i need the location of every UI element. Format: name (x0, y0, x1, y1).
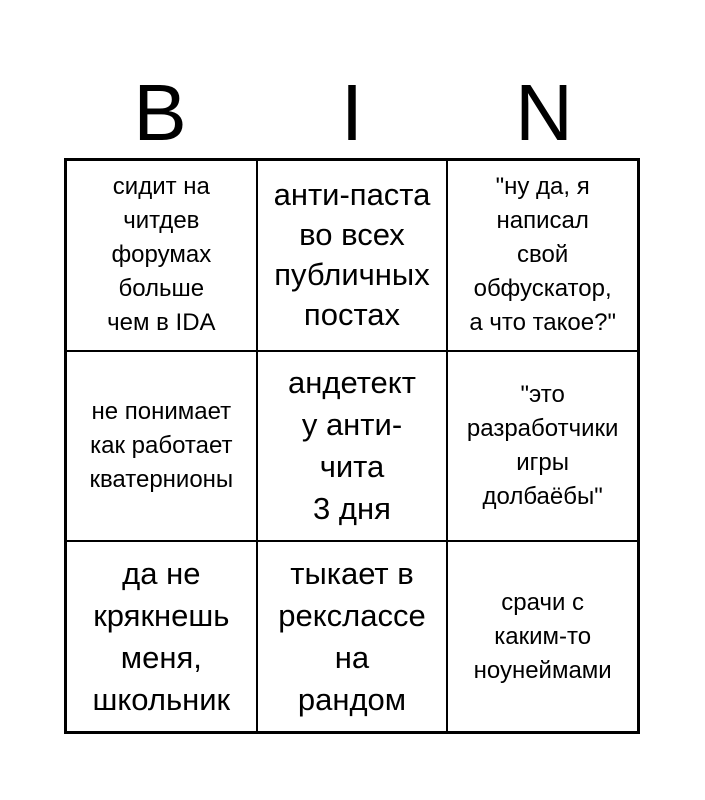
bingo-cell[interactable] (447, 351, 638, 542)
cell-text: "ну да, я написал свой обфускатор, а что такое?" (469, 173, 616, 337)
bingo-cell[interactable] (66, 160, 257, 351)
bingo-cell[interactable] (257, 160, 448, 351)
bingo-grid (64, 158, 640, 734)
bingo-cell[interactable] (66, 541, 257, 732)
cell-text: "это разработчики игры долбаёбы" (466, 380, 619, 510)
header-letter-n: N (515, 68, 573, 157)
cell-text: сидит на читдев форумах больше чем в IDA (107, 173, 216, 337)
cell-text: да не крякнешь меня, школьник (92, 555, 231, 717)
cell-text: срачи с каким-то ноунеймами (473, 588, 612, 684)
bingo-cell[interactable] (257, 351, 448, 542)
bingo-cell[interactable] (66, 351, 257, 542)
cell-text: тыкает в рекслассе на рандом (278, 555, 426, 717)
header-letter-i: I (340, 68, 364, 157)
cell-text: не понимает как работает кватернионы (89, 397, 234, 493)
bingo-cell[interactable] (257, 541, 448, 732)
cell-text: анти-паста во всех публичных постах (273, 177, 431, 333)
bingo-cell[interactable] (447, 541, 638, 732)
header-letter-b: B (133, 68, 187, 157)
bingo-cell[interactable] (447, 160, 638, 351)
cell-text: андетект у анти- чита 3 дня (288, 364, 416, 526)
